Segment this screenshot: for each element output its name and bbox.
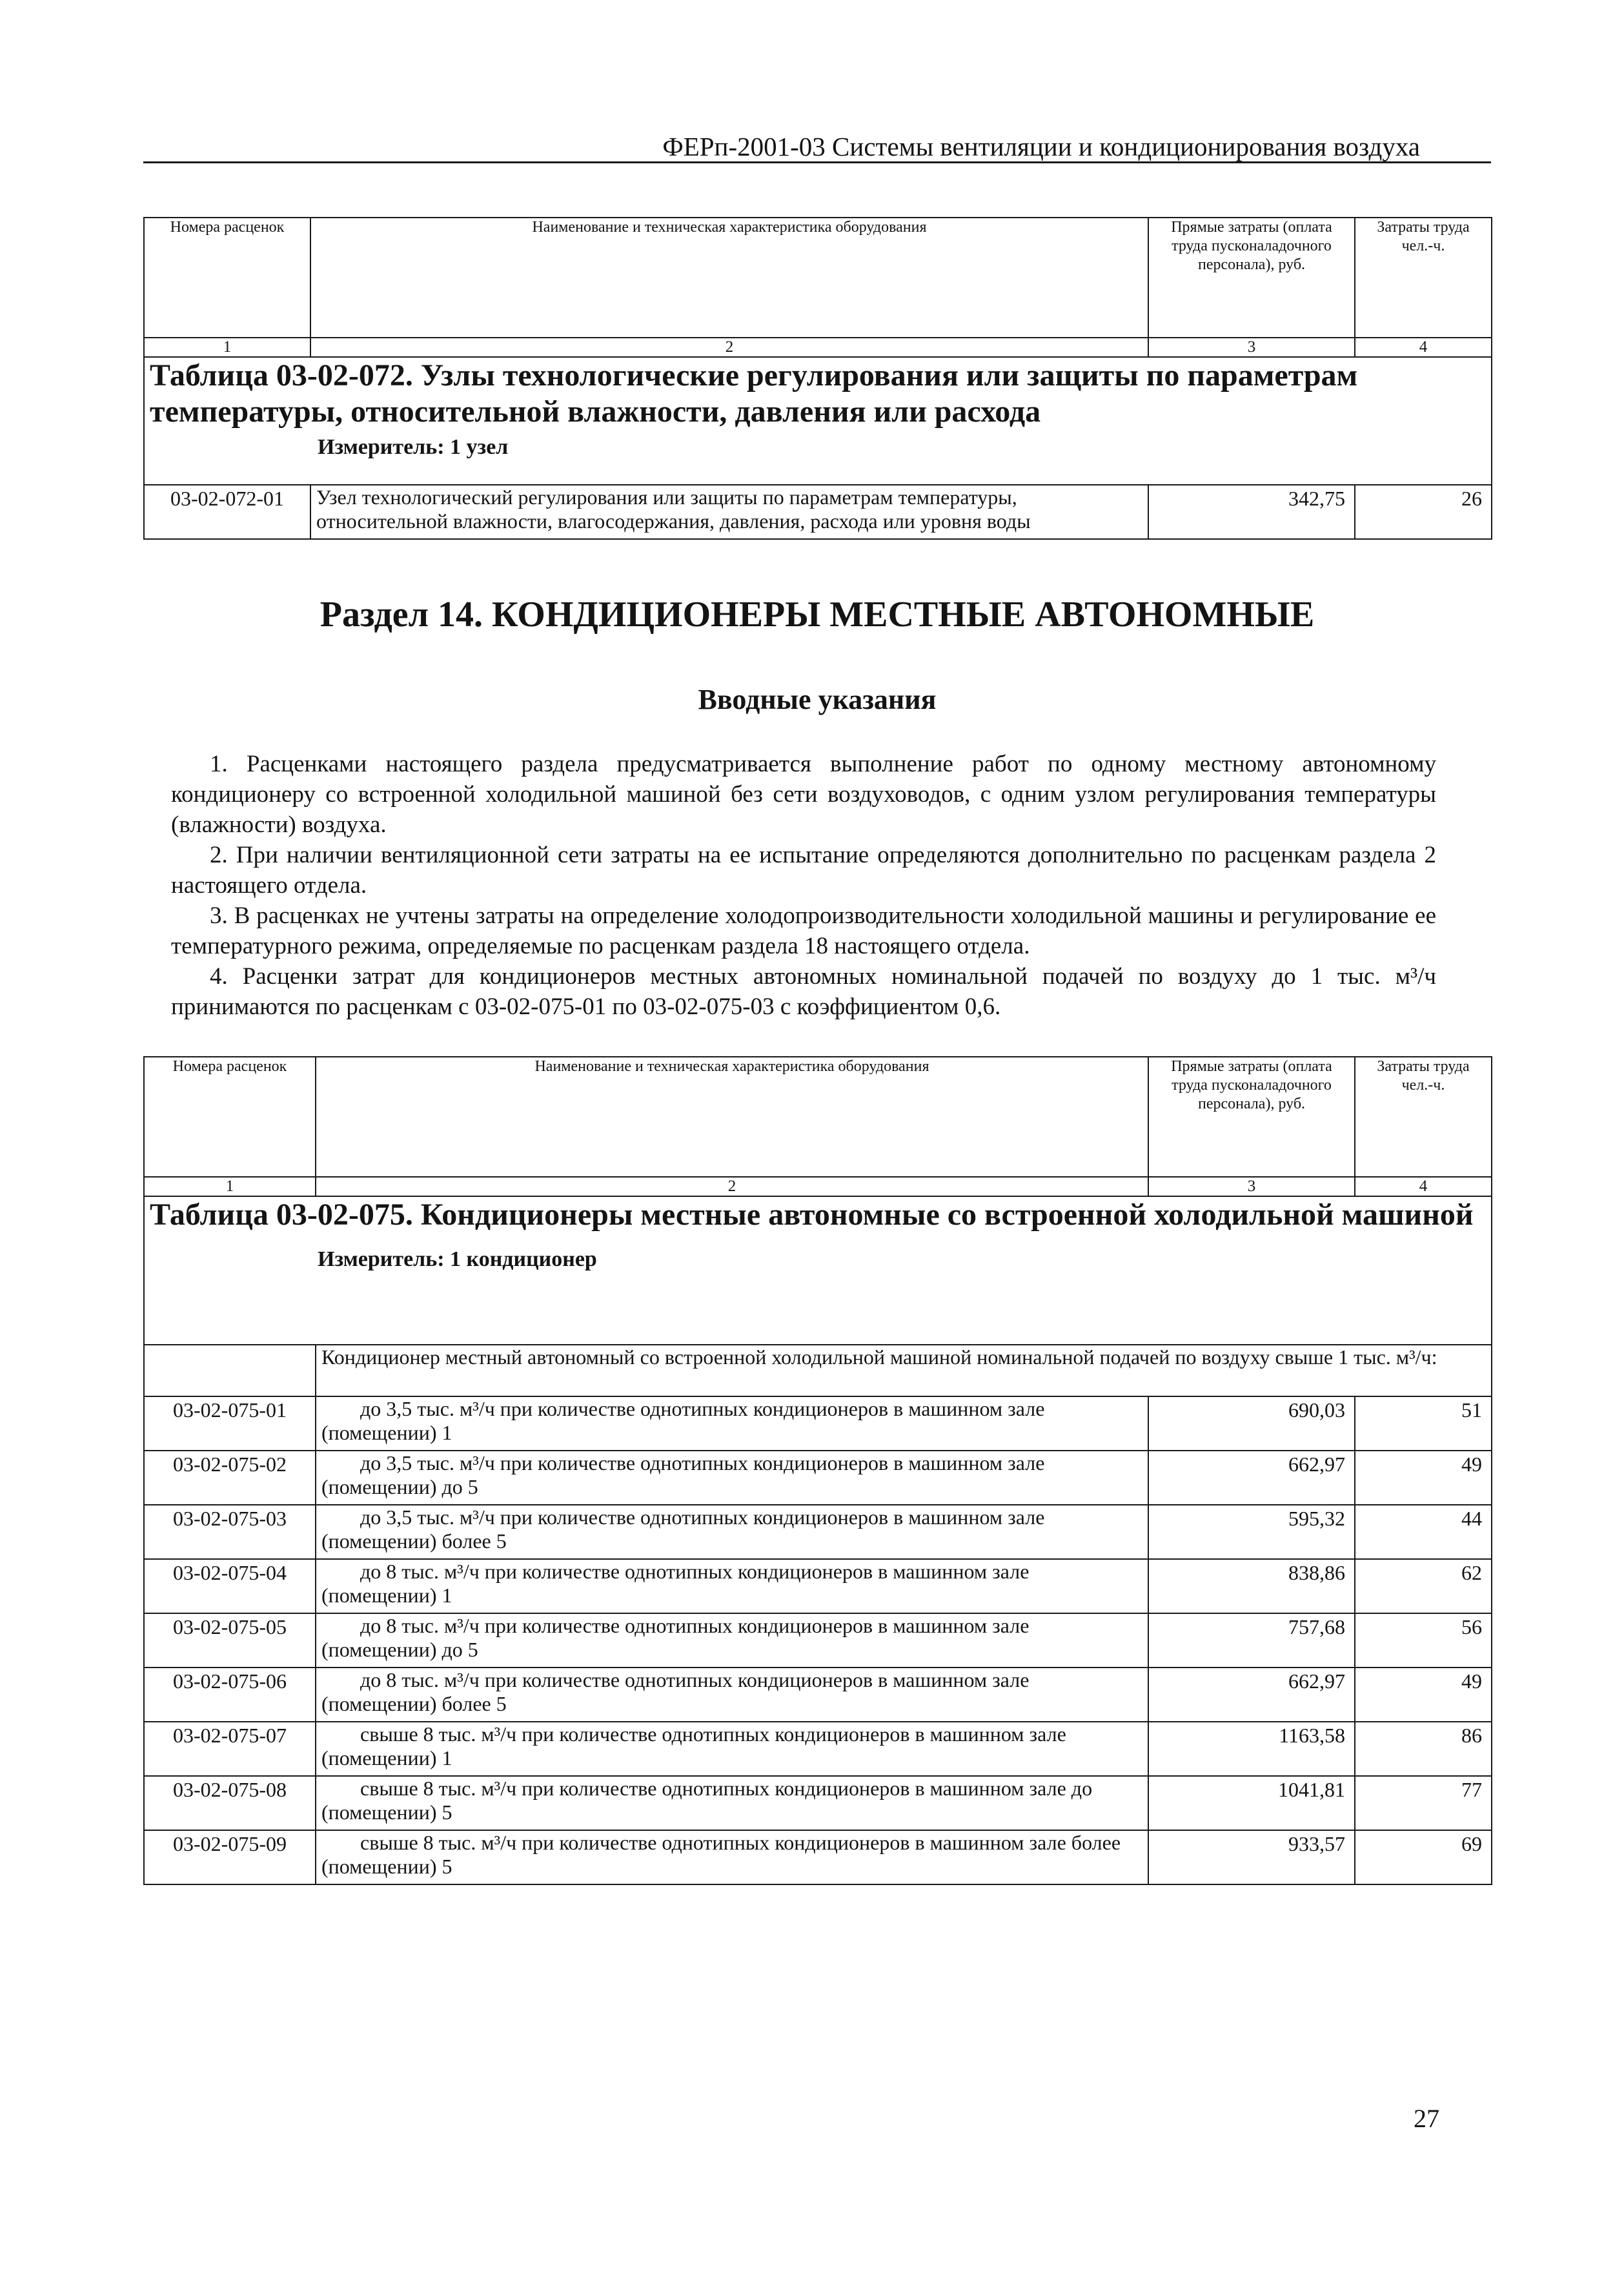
- header-name: Наименование и техническая характеристика оборудования: [310, 218, 1148, 338]
- rate-labor: 49: [1355, 1668, 1492, 1722]
- column-number: 4: [1355, 1177, 1492, 1196]
- rate-labor: 44: [1355, 1505, 1492, 1559]
- table-row: [144, 1396, 1492, 1451]
- rate-name: [316, 1722, 1148, 1776]
- intro-paragraph: 1. Расценками настоящего раздела предусматривается выполнение работ по одному местному автономному кондиционеру со встроенной холодильной машиной без сети воздуховодов, с одним узлом регулирования температуры (влажности) воздуха.: [171, 751, 1436, 838]
- rate-name-text: до 3,5 тыс. м³/ч при количестве однотипных кондиционеров в машинном зале (помещении) 1: [321, 1397, 1045, 1444]
- rate-name: [316, 1505, 1148, 1559]
- rate-name: [316, 1559, 1148, 1613]
- rate-cost: 595,32: [1148, 1505, 1355, 1559]
- rate-cost: 933,57: [1148, 1830, 1355, 1884]
- rate-code: 03-02-075-02: [144, 1451, 316, 1505]
- column-number: 3: [1148, 338, 1355, 357]
- table-title: Таблица 03-02-075. Кондиционеры местные автономные со встроенной холодильной машиной: [150, 1198, 1474, 1232]
- header-labor: Затраты труда чел.-ч.: [1355, 218, 1492, 338]
- rate-code: 03-02-075-07: [144, 1722, 316, 1776]
- table-row: [144, 1559, 1492, 1613]
- rate-labor: 51: [1355, 1396, 1492, 1451]
- rate-cost: 662,97: [1148, 1668, 1355, 1722]
- rate-code: 03-02-072-01: [144, 485, 310, 539]
- header-name: Наименование и техническая характеристика оборудования: [316, 1057, 1148, 1177]
- rate-labor: 26: [1355, 485, 1492, 539]
- header-labor: Затраты труда чел.-ч.: [1355, 1057, 1492, 1177]
- rate-name-text: до 8 тыс. м³/ч при количестве однотипных кондиционеров в машинном зале (помещении) 1: [321, 1560, 1030, 1607]
- rate-labor: 56: [1355, 1613, 1492, 1668]
- rate-code: 03-02-075-05: [144, 1613, 316, 1668]
- table-row: [144, 1830, 1492, 1884]
- rate-name-text: свыше 8 тыс. м³/ч при количестве однотипных кондиционеров в машинном зале более (помещении) 5: [321, 1831, 1121, 1878]
- rate-name-text: до 3,5 тыс. м³/ч при количестве однотипных кондиционеров в машинном зале (помещении) более 5: [321, 1505, 1045, 1553]
- intro-paragraph: 2. При наличии вентиляционной сети затраты на ее испытание определяются дополнительно по расценкам раздела 2 настоящего отдела.: [171, 842, 1436, 899]
- header-code: Номера расценок: [144, 218, 310, 338]
- rate-cost: 342,75: [1148, 485, 1355, 539]
- rate-name: Узел технологический регулирования или защиты по параметрам температуры, относительной влажности, влагосодержания, давления, расхода или уровня воды: [310, 485, 1148, 539]
- group-row: [144, 1345, 1492, 1396]
- table-072: [143, 217, 1492, 540]
- subsection-title: Вводные указания: [698, 684, 937, 715]
- rate-name-text: до 8 тыс. м³/ч при количестве однотипных кондиционеров в машинном зале (помещении) более 5: [321, 1668, 1030, 1715]
- rate-name-text: свыше 8 тыс. м³/ч при количестве однотипных кондиционеров в машинном зале (помещении) 1: [321, 1722, 1066, 1770]
- rate-labor: 69: [1355, 1830, 1492, 1884]
- table-row: [144, 1668, 1492, 1722]
- table-row: [144, 485, 1492, 539]
- column-number: 1: [144, 1177, 316, 1196]
- rate-labor: 77: [1355, 1776, 1492, 1830]
- rate-labor: 86: [1355, 1722, 1492, 1776]
- rate-code: 03-02-075-03: [144, 1505, 316, 1559]
- header-cost: Прямые затраты (оплата труда пусконаладочного персонала), руб.: [1148, 1057, 1355, 1177]
- rate-labor: 49: [1355, 1451, 1492, 1505]
- table-row: [144, 1505, 1492, 1559]
- table-075: [143, 1056, 1492, 1885]
- rate-name: [316, 1776, 1148, 1830]
- rate-name: [316, 1451, 1148, 1505]
- group-label: Кондиционер местный автономный со встроенной холодильной машиной номинальной подачей по воздуху свыше 1 тыс. м³/ч:: [316, 1345, 1492, 1396]
- table-title: Таблица 03-02-072. Узлы технологические регулирования или защиты по параметрам температуры, относительной влажности, давления или расхода: [150, 358, 1358, 429]
- column-number: 3: [1148, 1177, 1355, 1196]
- rate-code: 03-02-075-08: [144, 1776, 316, 1830]
- rate-name: [316, 1613, 1148, 1668]
- table-measure: Измеритель: 1 узел: [318, 435, 509, 459]
- rate-name-text: свыше 8 тыс. м³/ч при количестве однотипных кондиционеров в машинном зале до (помещении) 5: [321, 1777, 1093, 1824]
- table-row: [144, 1776, 1492, 1830]
- rate-code: 03-02-075-09: [144, 1830, 316, 1884]
- rate-cost: 662,97: [1148, 1451, 1355, 1505]
- header-cost: Прямые затраты (оплата труда пусконаладочного персонала), руб.: [1148, 218, 1355, 338]
- header-code: Номера расценок: [144, 1057, 316, 1177]
- rate-name: [316, 1830, 1148, 1884]
- header-rule: [143, 161, 1491, 163]
- rate-cost: 757,68: [1148, 1613, 1355, 1668]
- rate-name-text: до 8 тыс. м³/ч при количестве однотипных кондиционеров в машинном зале (помещении) до 5: [321, 1614, 1030, 1661]
- table-measure: Измеритель: 1 кондиционер: [318, 1247, 597, 1271]
- rate-cost: 690,03: [1148, 1396, 1355, 1451]
- column-number: 1: [144, 338, 310, 357]
- section-title: Раздел 14. КОНДИЦИОНЕРЫ МЕСТНЫЕ АВТОНОМНЫЕ: [320, 595, 1315, 635]
- rate-code: 03-02-075-04: [144, 1559, 316, 1613]
- intro-paragraph: 3. В расценках не учтены затраты на определение холодопроизводительности холодильной машины и регулирование ее температурного режима, определяемые по расценкам раздела 18 настоящего отдела.: [171, 903, 1436, 959]
- rate-name: [316, 1396, 1148, 1451]
- rate-cost: 1163,58: [1148, 1722, 1355, 1776]
- table-row: [144, 1451, 1492, 1505]
- rate-name-text: до 3,5 тыс. м³/ч при количестве однотипных кондиционеров в машинном зале (помещении) до 5: [321, 1451, 1045, 1498]
- intro-paragraph: 4. Расценки затрат для кондиционеров местных автономных номинальной подачей по воздуху до 1 тыс. м³/ч принимаются по расценкам с 03-02-075-01 по 03-02-075-03 с коэффициентом 0,6.: [171, 963, 1436, 1020]
- table-row: [144, 1613, 1492, 1668]
- intro-text: [171, 749, 1436, 1022]
- column-number: 4: [1355, 338, 1492, 357]
- rate-code: 03-02-075-06: [144, 1668, 316, 1722]
- rate-cost: 838,86: [1148, 1559, 1355, 1613]
- running-header: ФЕРп-2001-03 Системы вентиляции и кондиционирования воздуха: [662, 132, 1420, 161]
- column-number: 2: [316, 1177, 1148, 1196]
- rate-labor: 62: [1355, 1559, 1492, 1613]
- page-number: 27: [1414, 2104, 1439, 2133]
- table-row: [144, 1722, 1492, 1776]
- column-number: 2: [310, 338, 1148, 357]
- rate-name: [316, 1668, 1148, 1722]
- rate-code: 03-02-075-01: [144, 1396, 316, 1451]
- rate-cost: 1041,81: [1148, 1776, 1355, 1830]
